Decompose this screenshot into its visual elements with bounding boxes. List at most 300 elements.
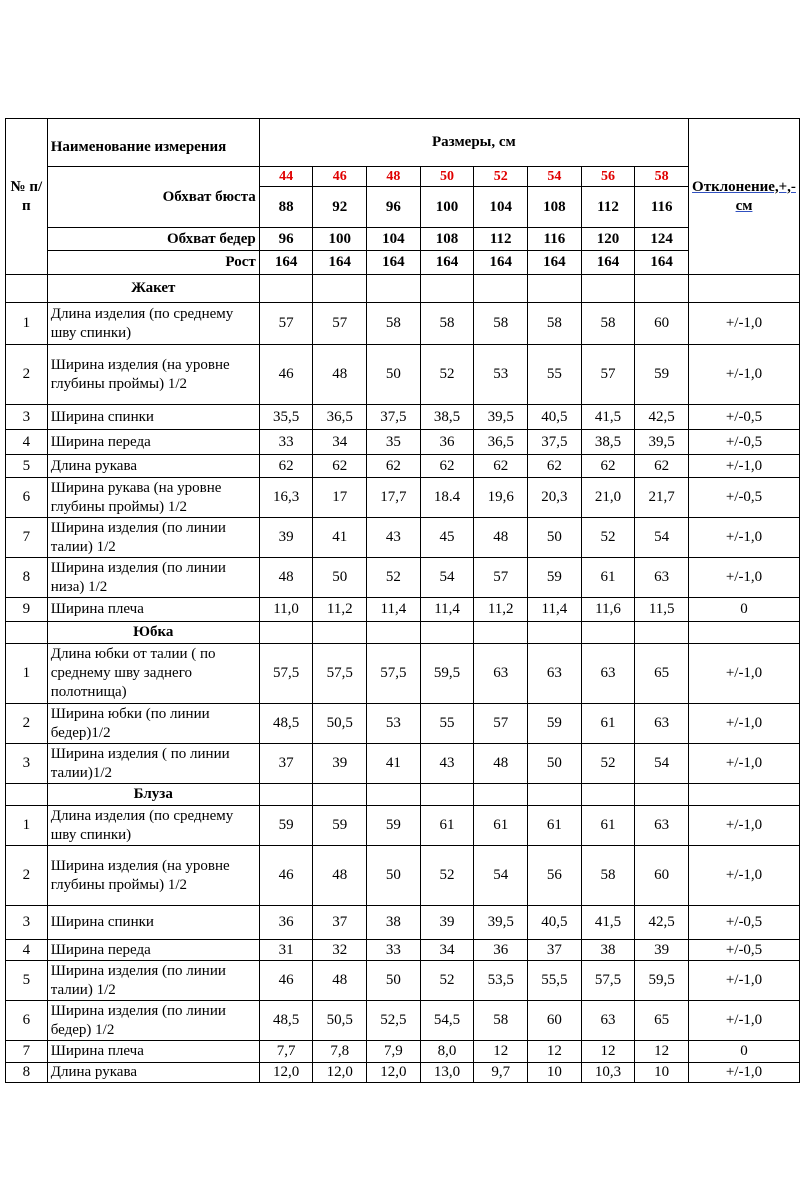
value-cell: 10 — [635, 1063, 689, 1083]
value-cell: 52 — [420, 846, 474, 906]
value-cell: 11,4 — [420, 598, 474, 622]
value-cell: 36 — [259, 906, 313, 940]
value-cell: 12,0 — [313, 1063, 367, 1083]
value-cell: 52 — [420, 345, 474, 405]
tolerance-cell: +/-1,0 — [689, 961, 800, 1001]
bust-cell: 116 — [635, 187, 689, 228]
measurement-row — [6, 1063, 800, 1083]
value-cell: 18.4 — [420, 478, 474, 518]
empty-cell — [259, 784, 313, 806]
value-cell: 46 — [259, 846, 313, 906]
value-cell: 57 — [581, 345, 635, 405]
hips-cell: 120 — [581, 228, 635, 251]
value-cell: 45 — [420, 518, 474, 558]
measurement-row — [6, 846, 800, 906]
value-cell: 57 — [474, 704, 528, 744]
value-cell: 54 — [420, 558, 474, 598]
num-header: № п/п — [6, 119, 48, 275]
empty-cell — [581, 784, 635, 806]
value-cell: 12 — [474, 1041, 528, 1063]
row-number: 2 — [6, 846, 48, 906]
measurement-row — [6, 806, 800, 846]
value-cell: 12,0 — [259, 1063, 313, 1083]
value-cell: 33 — [367, 940, 421, 961]
value-cell: 62 — [635, 455, 689, 478]
hips-cell: 96 — [259, 228, 313, 251]
value-cell: 40,5 — [528, 906, 582, 940]
value-cell: 42,5 — [635, 405, 689, 430]
row-number: 4 — [6, 430, 48, 455]
value-cell: 48 — [313, 961, 367, 1001]
value-cell: 62 — [367, 455, 421, 478]
value-cell: 63 — [528, 644, 582, 704]
tolerance-cell: +/-1,0 — [689, 644, 800, 704]
row-number: 1 — [6, 303, 48, 345]
height-cell: 164 — [528, 251, 582, 275]
value-cell: 12 — [581, 1041, 635, 1063]
value-cell: 54,5 — [420, 1001, 474, 1041]
value-cell: 38,5 — [420, 405, 474, 430]
hips-cell: 112 — [474, 228, 528, 251]
row-number: 3 — [6, 906, 48, 940]
tolerance-cell: +/-1,0 — [689, 846, 800, 906]
value-cell: 37,5 — [528, 430, 582, 455]
value-cell: 38 — [581, 940, 635, 961]
tolerance-cell: +/-1,0 — [689, 303, 800, 345]
value-cell: 37 — [313, 906, 367, 940]
section-num-cell — [6, 622, 48, 644]
value-cell: 48 — [474, 744, 528, 784]
empty-cell — [635, 622, 689, 644]
empty-cell — [689, 784, 800, 806]
hips-row — [6, 228, 800, 251]
measurement-name: Ширина плеча — [47, 1041, 259, 1063]
height-row — [6, 251, 800, 275]
value-cell: 13,0 — [420, 1063, 474, 1083]
row-number: 8 — [6, 558, 48, 598]
section-header-row — [6, 784, 800, 806]
value-cell: 55 — [420, 704, 474, 744]
value-cell: 37,5 — [367, 405, 421, 430]
measurement-row — [6, 644, 800, 704]
bust-cell: 88 — [259, 187, 313, 228]
value-cell: 7,8 — [313, 1041, 367, 1063]
height-cell: 164 — [367, 251, 421, 275]
value-cell: 43 — [367, 518, 421, 558]
size-table — [5, 118, 800, 1083]
measurement-name: Ширина плеча — [47, 598, 259, 622]
value-cell: 43 — [420, 744, 474, 784]
value-cell: 41,5 — [581, 405, 635, 430]
value-cell: 7,7 — [259, 1041, 313, 1063]
value-cell: 12 — [635, 1041, 689, 1063]
measurement-row — [6, 961, 800, 1001]
measurement-name: Ширина изделия (на уровне глубины проймы) 1/2 — [47, 846, 259, 906]
value-cell: 36,5 — [474, 430, 528, 455]
value-cell: 57,5 — [313, 644, 367, 704]
value-cell: 48,5 — [259, 704, 313, 744]
row-number: 2 — [6, 345, 48, 405]
value-cell: 59 — [528, 704, 582, 744]
row-number: 2 — [6, 704, 48, 744]
hips-cell: 100 — [313, 228, 367, 251]
height-cell: 164 — [635, 251, 689, 275]
value-cell: 58 — [367, 303, 421, 345]
measurement-row — [6, 558, 800, 598]
measurement-row — [6, 405, 800, 430]
section-header-row — [6, 622, 800, 644]
value-cell: 41 — [313, 518, 367, 558]
value-cell: 52 — [367, 558, 421, 598]
row-number: 3 — [6, 744, 48, 784]
value-cell: 57 — [313, 303, 367, 345]
measurement-row — [6, 1041, 800, 1063]
value-cell: 55,5 — [528, 961, 582, 1001]
value-cell: 9,7 — [474, 1063, 528, 1083]
value-cell: 34 — [420, 940, 474, 961]
value-cell: 33 — [259, 430, 313, 455]
value-cell: 60 — [635, 846, 689, 906]
value-cell: 61 — [581, 806, 635, 846]
empty-cell — [528, 275, 582, 303]
measurement-row — [6, 345, 800, 405]
empty-cell — [635, 275, 689, 303]
section-title: Жакет — [47, 275, 259, 303]
value-cell: 11,5 — [635, 598, 689, 622]
value-cell: 54 — [474, 846, 528, 906]
value-cell: 36 — [420, 430, 474, 455]
name-header: Наименование измерения — [47, 119, 259, 167]
empty-cell — [528, 622, 582, 644]
tolerance-cell: +/-0,5 — [689, 405, 800, 430]
size-cell: 44 — [259, 167, 313, 187]
value-cell: 48 — [259, 558, 313, 598]
tolerance-cell: +/-1,0 — [689, 1063, 800, 1083]
height-cell: 164 — [420, 251, 474, 275]
bust-cell: 100 — [420, 187, 474, 228]
hips-cell: 104 — [367, 228, 421, 251]
value-cell: 21,7 — [635, 478, 689, 518]
value-cell: 46 — [259, 961, 313, 1001]
value-cell: 40,5 — [528, 405, 582, 430]
measurement-row — [6, 518, 800, 558]
value-cell: 32 — [313, 940, 367, 961]
tolerance-cell: +/-1,0 — [689, 704, 800, 744]
hips-label: Обхват бедер — [47, 228, 259, 251]
empty-cell — [313, 784, 367, 806]
bust-cell: 92 — [313, 187, 367, 228]
height-cell: 164 — [474, 251, 528, 275]
row-number: 5 — [6, 455, 48, 478]
value-cell: 59 — [528, 558, 582, 598]
measurement-row — [6, 906, 800, 940]
measurement-row — [6, 940, 800, 961]
value-cell: 36,5 — [313, 405, 367, 430]
value-cell: 48 — [313, 846, 367, 906]
tolerance-cell: 0 — [689, 1041, 800, 1063]
value-cell: 50 — [528, 744, 582, 784]
value-cell: 62 — [420, 455, 474, 478]
measurement-name: Ширина изделия (по линии талии) 1/2 — [47, 961, 259, 1001]
value-cell: 48 — [313, 345, 367, 405]
value-cell: 38,5 — [581, 430, 635, 455]
value-cell: 50,5 — [313, 1001, 367, 1041]
value-cell: 63 — [581, 644, 635, 704]
row-number: 7 — [6, 518, 48, 558]
value-cell: 11,6 — [581, 598, 635, 622]
value-cell: 34 — [313, 430, 367, 455]
value-cell: 16,3 — [259, 478, 313, 518]
value-cell: 10,3 — [581, 1063, 635, 1083]
value-cell: 55 — [528, 345, 582, 405]
value-cell: 59,5 — [420, 644, 474, 704]
empty-cell — [581, 275, 635, 303]
measurement-row — [6, 430, 800, 455]
value-cell: 59 — [635, 345, 689, 405]
row-number: 9 — [6, 598, 48, 622]
hips-cell: 116 — [528, 228, 582, 251]
empty-cell — [367, 622, 421, 644]
measurement-name: Ширина изделия ( по линии талии)1/2 — [47, 744, 259, 784]
value-cell: 48 — [474, 518, 528, 558]
value-cell: 50 — [528, 518, 582, 558]
empty-cell — [420, 622, 474, 644]
value-cell: 41 — [367, 744, 421, 784]
tolerance-cell: 0 — [689, 598, 800, 622]
value-cell: 20,3 — [528, 478, 582, 518]
value-cell: 58 — [581, 846, 635, 906]
value-cell: 59 — [313, 806, 367, 846]
value-cell: 59 — [367, 806, 421, 846]
tolerance-cell: +/-1,0 — [689, 744, 800, 784]
row-number: 8 — [6, 1063, 48, 1083]
value-cell: 35 — [367, 430, 421, 455]
row-number: 6 — [6, 1001, 48, 1041]
tolerance-cell: +/-1,0 — [689, 518, 800, 558]
size-numbers-row — [6, 167, 800, 187]
tolerance-cell: +/-1,0 — [689, 806, 800, 846]
hips-cell: 108 — [420, 228, 474, 251]
value-cell: 54 — [635, 744, 689, 784]
bust-cell: 108 — [528, 187, 582, 228]
measurement-row — [6, 303, 800, 345]
value-cell: 60 — [635, 303, 689, 345]
tolerance-header: Отклонение,+,-см — [689, 119, 800, 275]
row-number: 1 — [6, 644, 48, 704]
empty-cell — [420, 275, 474, 303]
empty-cell — [581, 622, 635, 644]
size-cell: 48 — [367, 167, 421, 187]
measurement-row — [6, 1001, 800, 1041]
measurement-name: Ширина рукава (на уровне глубины проймы) 1/2 — [47, 478, 259, 518]
empty-cell — [313, 622, 367, 644]
value-cell: 42,5 — [635, 906, 689, 940]
measurement-name: Ширина спинки — [47, 405, 259, 430]
bust-cell: 112 — [581, 187, 635, 228]
value-cell: 39,5 — [474, 405, 528, 430]
value-cell: 50 — [367, 345, 421, 405]
value-cell: 19,6 — [474, 478, 528, 518]
value-cell: 58 — [474, 1001, 528, 1041]
value-cell: 59,5 — [635, 961, 689, 1001]
value-cell: 48,5 — [259, 1001, 313, 1041]
row-number: 1 — [6, 806, 48, 846]
value-cell: 36 — [474, 940, 528, 961]
value-cell: 62 — [528, 455, 582, 478]
value-cell: 60 — [528, 1001, 582, 1041]
empty-cell — [420, 784, 474, 806]
row-number: 5 — [6, 961, 48, 1001]
value-cell: 12 — [528, 1041, 582, 1063]
value-cell: 39 — [420, 906, 474, 940]
value-cell: 57 — [474, 558, 528, 598]
value-cell: 61 — [528, 806, 582, 846]
value-cell: 39,5 — [474, 906, 528, 940]
value-cell: 8,0 — [420, 1041, 474, 1063]
tolerance-cell: +/-1,0 — [689, 345, 800, 405]
row-number: 3 — [6, 405, 48, 430]
value-cell: 39 — [313, 744, 367, 784]
value-cell: 61 — [581, 704, 635, 744]
measurement-name: Длина рукава — [47, 455, 259, 478]
measurement-name: Ширина изделия (по линии низа) 1/2 — [47, 558, 259, 598]
measurement-name: Ширина переда — [47, 430, 259, 455]
value-cell: 61 — [420, 806, 474, 846]
tolerance-cell: +/-1,0 — [689, 455, 800, 478]
empty-cell — [474, 275, 528, 303]
row-number: 7 — [6, 1041, 48, 1063]
measurement-name: Длина юбки от талии ( по среднему шву заднего полотнища) — [47, 644, 259, 704]
empty-cell — [313, 275, 367, 303]
value-cell: 11,2 — [313, 598, 367, 622]
value-cell: 57,5 — [259, 644, 313, 704]
value-cell: 39,5 — [635, 430, 689, 455]
value-cell: 37 — [528, 940, 582, 961]
tolerance-cell: +/-1,0 — [689, 558, 800, 598]
value-cell: 17 — [313, 478, 367, 518]
empty-cell — [367, 784, 421, 806]
value-cell: 41,5 — [581, 906, 635, 940]
value-cell: 53 — [474, 345, 528, 405]
bust-label: Обхват бюста — [47, 167, 259, 228]
empty-cell — [635, 784, 689, 806]
value-cell: 11,4 — [367, 598, 421, 622]
value-cell: 52 — [420, 961, 474, 1001]
value-cell: 21,0 — [581, 478, 635, 518]
value-cell: 57,5 — [367, 644, 421, 704]
value-cell: 46 — [259, 345, 313, 405]
measurement-name: Длина рукава — [47, 1063, 259, 1083]
measurement-name: Ширина изделия (на уровне глубины проймы) 1/2 — [47, 345, 259, 405]
size-cell: 58 — [635, 167, 689, 187]
measurement-name: Длина изделия (по среднему шву спинки) — [47, 806, 259, 846]
measurement-name: Длина изделия (по среднему шву спинки) — [47, 303, 259, 345]
measurement-row — [6, 704, 800, 744]
value-cell: 63 — [635, 558, 689, 598]
section-title: Блуза — [47, 784, 259, 806]
height-cell: 164 — [259, 251, 313, 275]
value-cell: 59 — [259, 806, 313, 846]
value-cell: 62 — [581, 455, 635, 478]
value-cell: 52,5 — [367, 1001, 421, 1041]
value-cell: 58 — [474, 303, 528, 345]
empty-cell — [474, 784, 528, 806]
tolerance-cell: +/-1,0 — [689, 1001, 800, 1041]
value-cell: 37 — [259, 744, 313, 784]
empty-cell — [689, 275, 800, 303]
value-cell: 63 — [474, 644, 528, 704]
size-cell: 46 — [313, 167, 367, 187]
value-cell: 63 — [635, 704, 689, 744]
tolerance-cell: +/-0,5 — [689, 906, 800, 940]
measurement-name: Ширина юбки (по линии бедер)1/2 — [47, 704, 259, 744]
measurement-name: Ширина переда — [47, 940, 259, 961]
value-cell: 53,5 — [474, 961, 528, 1001]
value-cell: 11,2 — [474, 598, 528, 622]
value-cell: 52 — [581, 744, 635, 784]
tolerance-cell: +/-0,5 — [689, 940, 800, 961]
value-cell: 54 — [635, 518, 689, 558]
value-cell: 50 — [367, 846, 421, 906]
value-cell: 17,7 — [367, 478, 421, 518]
empty-cell — [474, 622, 528, 644]
measurement-name: Ширина изделия (по линии талии) 1/2 — [47, 518, 259, 558]
row-number: 6 — [6, 478, 48, 518]
value-cell: 50 — [367, 961, 421, 1001]
value-cell: 52 — [581, 518, 635, 558]
value-cell: 11,4 — [528, 598, 582, 622]
value-cell: 39 — [259, 518, 313, 558]
measurements-body — [6, 275, 800, 1083]
height-label: Рост — [47, 251, 259, 275]
section-num-cell — [6, 275, 48, 303]
hips-cell: 124 — [635, 228, 689, 251]
value-cell: 61 — [474, 806, 528, 846]
tolerance-cell: +/-0,5 — [689, 430, 800, 455]
value-cell: 53 — [367, 704, 421, 744]
value-cell: 61 — [581, 558, 635, 598]
header-row-titles — [6, 119, 800, 167]
empty-cell — [689, 622, 800, 644]
size-cell: 50 — [420, 167, 474, 187]
bust-cell: 104 — [474, 187, 528, 228]
height-cell: 164 — [313, 251, 367, 275]
value-cell: 31 — [259, 940, 313, 961]
value-cell: 38 — [367, 906, 421, 940]
empty-cell — [528, 784, 582, 806]
empty-cell — [367, 275, 421, 303]
value-cell: 62 — [259, 455, 313, 478]
measurement-row — [6, 598, 800, 622]
value-cell: 10 — [528, 1063, 582, 1083]
value-cell: 35,5 — [259, 405, 313, 430]
value-cell: 11,0 — [259, 598, 313, 622]
value-cell: 56 — [528, 846, 582, 906]
measurement-row — [6, 478, 800, 518]
value-cell: 63 — [581, 1001, 635, 1041]
bust-cell: 96 — [367, 187, 421, 228]
measurement-row — [6, 744, 800, 784]
empty-cell — [259, 275, 313, 303]
value-cell: 50 — [313, 558, 367, 598]
section-header-row — [6, 275, 800, 303]
size-cell: 52 — [474, 167, 528, 187]
measurement-row — [6, 455, 800, 478]
tolerance-cell: +/-0,5 — [689, 478, 800, 518]
row-number: 4 — [6, 940, 48, 961]
value-cell: 39 — [635, 940, 689, 961]
value-cell: 65 — [635, 1001, 689, 1041]
